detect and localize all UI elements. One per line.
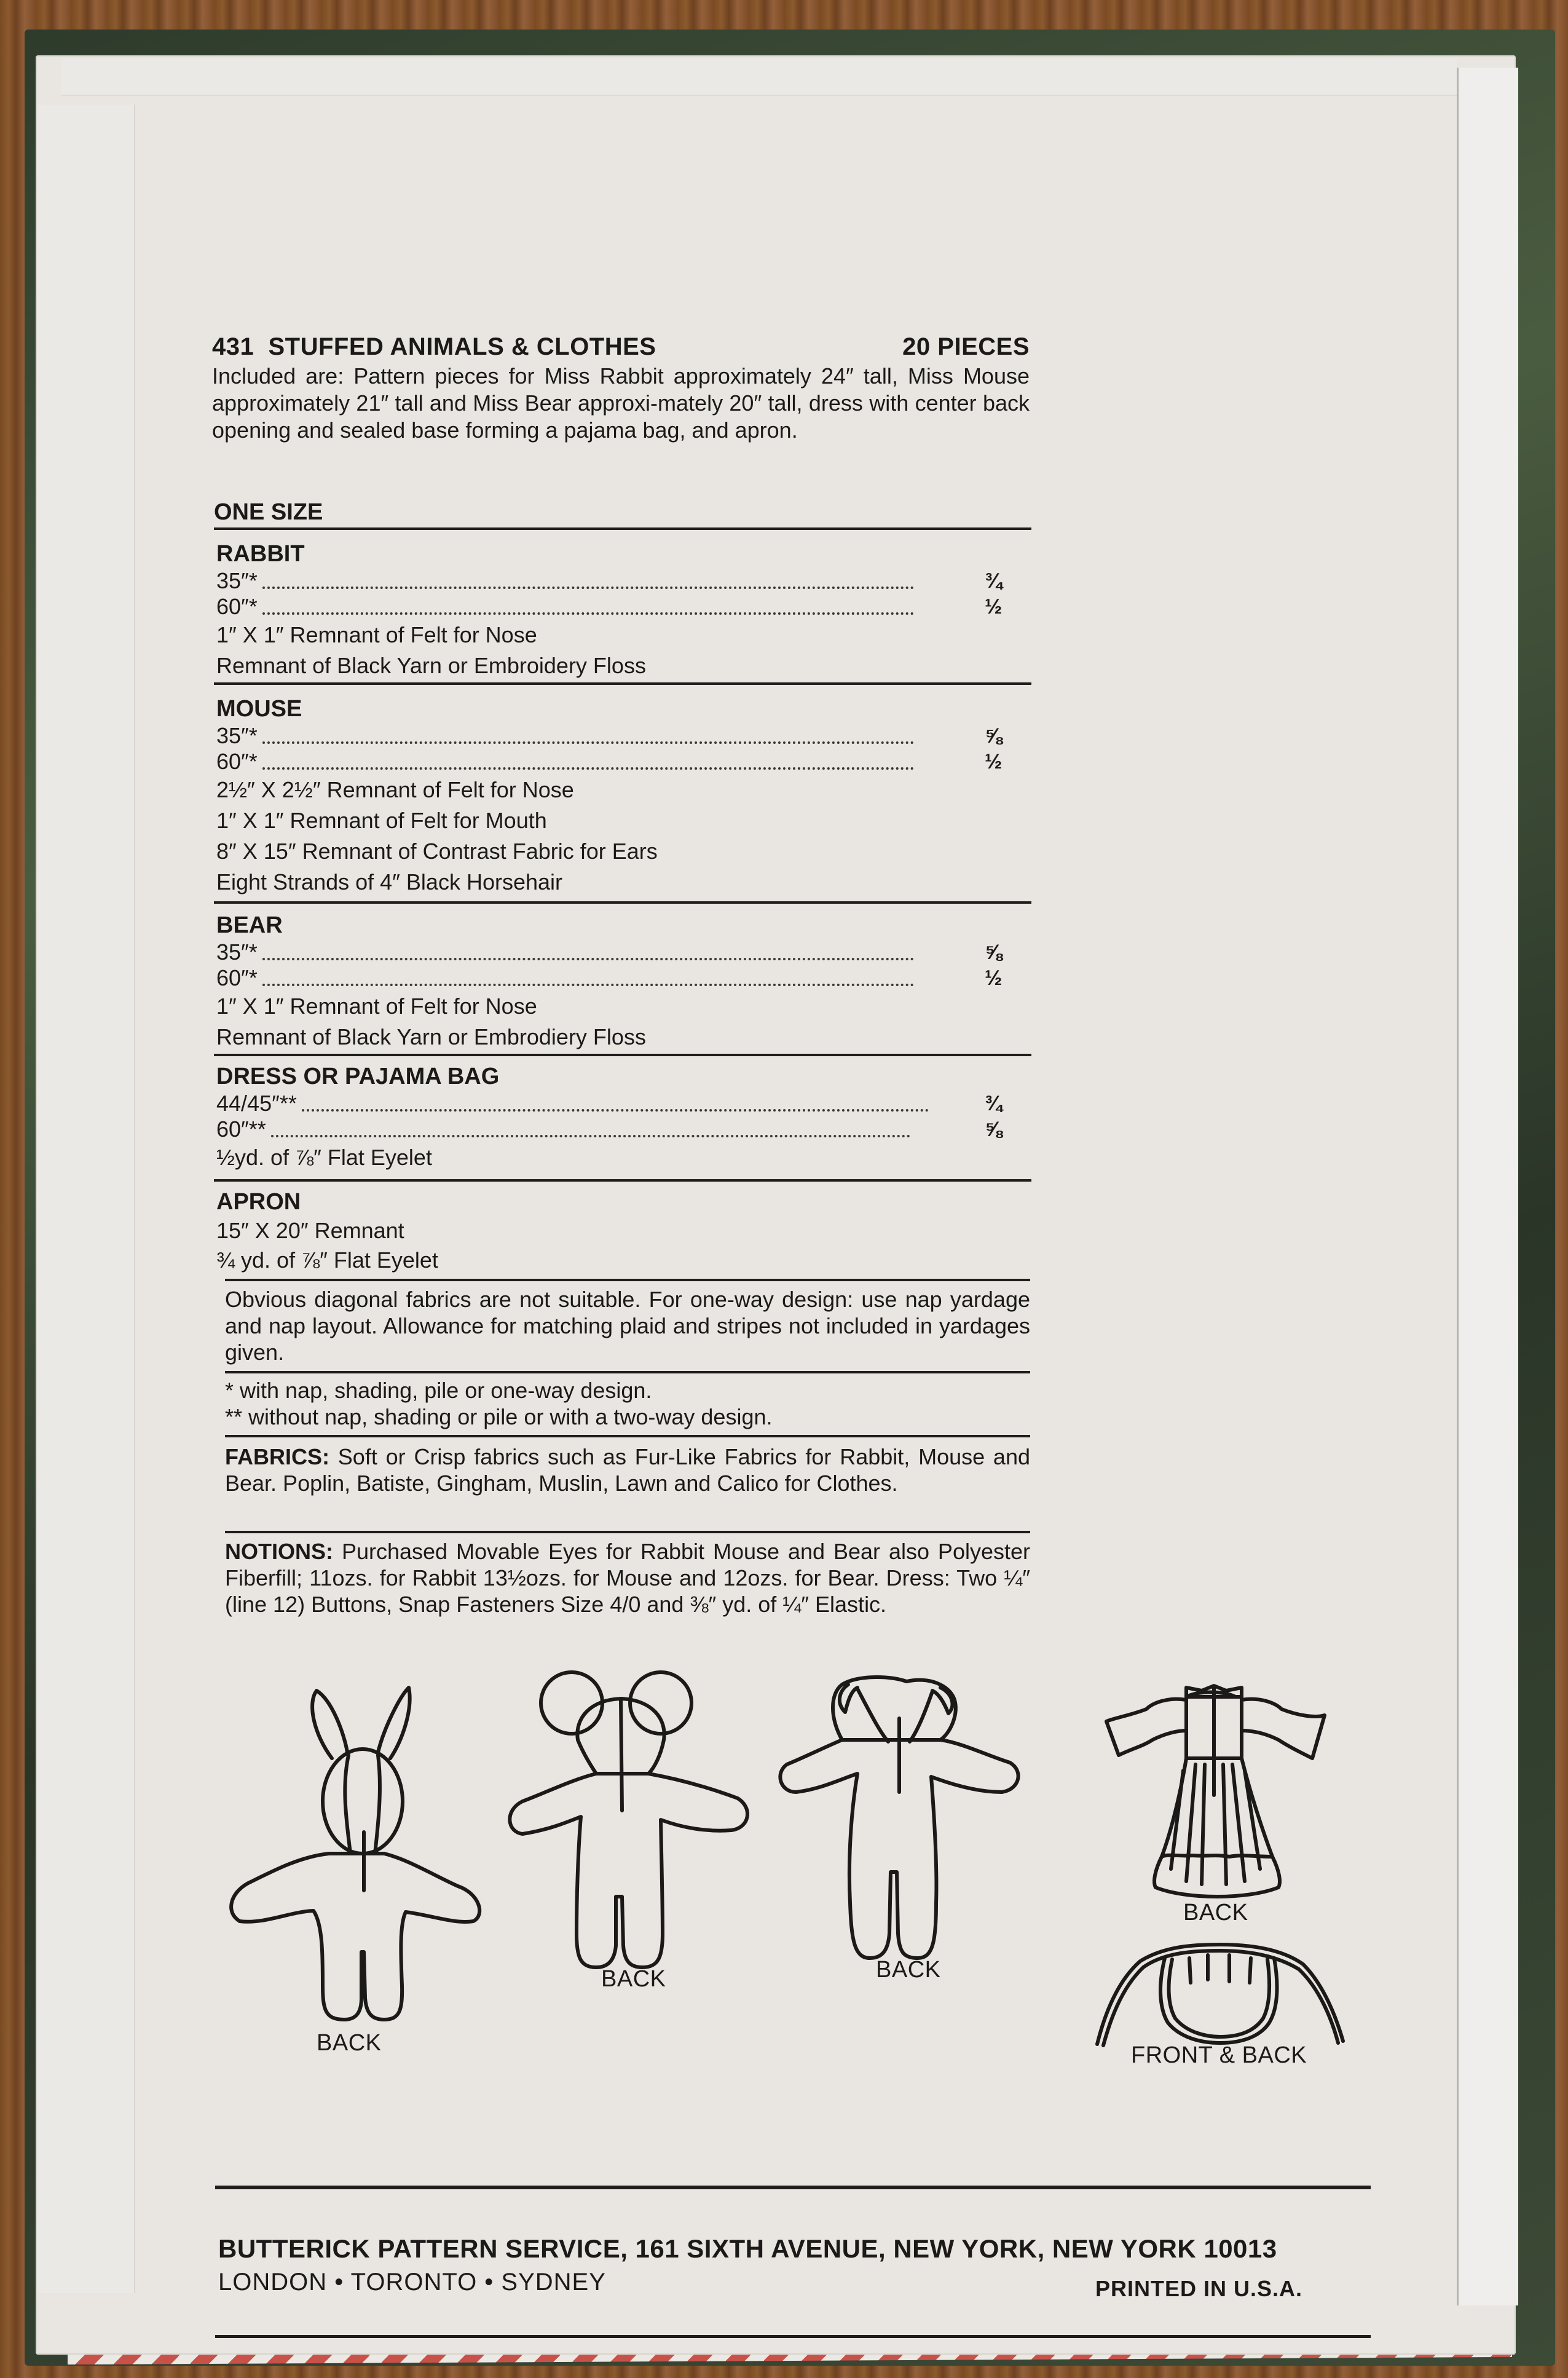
figure-label: BACK xyxy=(317,2030,382,2056)
divider xyxy=(225,1531,1030,1533)
dress-back-illustration xyxy=(1094,1672,1340,1912)
rabbit-back-illustration xyxy=(221,1678,486,2023)
footnotes xyxy=(225,1377,1030,1430)
figure-label: FRONT & BACK xyxy=(1131,2042,1307,2068)
section-title: RABBIT xyxy=(216,541,305,567)
fabric-width: 60″* xyxy=(216,594,258,619)
pattern-name: STUFFED ANIMALS & CLOTHES xyxy=(268,333,656,360)
divider xyxy=(225,1279,1030,1281)
leader-dots xyxy=(262,584,914,589)
fabric-width: 35″* xyxy=(216,939,258,965)
yardage-row xyxy=(216,749,1034,775)
size-heading: ONE SIZE xyxy=(214,499,323,525)
leader-dots xyxy=(262,981,914,986)
divider xyxy=(225,1435,1030,1437)
notion-note: 1″ X 1″ Remnant of Felt for Nose xyxy=(216,622,537,647)
leader-dots xyxy=(262,610,914,615)
notion-note: 2½″ X 2½″ Remnant of Felt for Nose xyxy=(216,777,574,802)
yardage-amount: ⅝ xyxy=(985,941,1003,964)
section-title: BEAR xyxy=(216,912,283,938)
notions-text: Purchased Movable Eyes for Rabbit Mouse and Bear also Polyester Fiberfill; 11ozs. for Rabbit 13½ozs. for Mouse and 12ozs. for Bear. Dress: Two ¼″ (line 12) Buttons, Snap Fasteners Size 4/0 and ⅜″ yd. of ¼″ Elastic. xyxy=(225,1539,1030,1617)
yardage-row xyxy=(216,965,1034,991)
yardage-row xyxy=(216,939,1034,965)
yardage-amount: ¾ xyxy=(985,1092,1003,1115)
notion-note: 1″ X 1″ Remnant of Felt for Mouth xyxy=(216,808,547,833)
yardage-row xyxy=(216,1116,1034,1142)
notions-paragraph xyxy=(225,1538,1030,1618)
section-rabbit xyxy=(216,540,1034,681)
pattern-description: Included are: Pattern pieces for Miss Rabbit approximately 24″ tall, Miss Mouse approximately 21″ tall and Miss Bear approxi-mately 20″ tall, dress with center back opening and sealed base forming a pajama bag, and apron. xyxy=(212,363,1030,443)
section-bear xyxy=(216,911,1034,1053)
yardage-amount: ½ xyxy=(985,750,1003,773)
fabrics-label: FABRICS: xyxy=(225,1444,329,1469)
notion-note: 15″ X 20″ Remnant xyxy=(216,1218,404,1243)
footer-divider-bottom xyxy=(215,2335,1371,2338)
yardage-amount: ½ xyxy=(985,595,1003,618)
yardage-row xyxy=(216,723,1034,749)
apron-illustration xyxy=(1091,1940,1349,2056)
divider xyxy=(214,1054,1031,1056)
fabric-suitability-note: Obvious diagonal fabrics are not suitable. For one-way design: use nap yardage and nap layout. Allowance for matching plaid and stripes not included in yardages given. xyxy=(225,1287,1030,1365)
notion-note: Remnant of Black Yarn or Embroidery Floss xyxy=(216,653,646,678)
footnote-single: * with nap, shading, pile or one-way design. xyxy=(225,1378,652,1403)
fabric-width: 60″** xyxy=(216,1116,266,1142)
fabric-width: 35″* xyxy=(216,723,258,748)
divider xyxy=(225,1371,1030,1373)
figure-label: BACK xyxy=(601,1966,666,1992)
leader-dots xyxy=(262,765,914,770)
footnote-double: ** without nap, shading or pile or with a two-way design. xyxy=(225,1404,773,1429)
fabric-width: 35″* xyxy=(216,568,258,593)
notion-note: Remnant of Black Yarn or Embrodiery Floss xyxy=(216,1024,646,1049)
fabrics-paragraph xyxy=(225,1444,1030,1496)
section-title: MOUSE xyxy=(216,696,302,722)
pattern-number: 431 xyxy=(212,333,254,360)
section-title: APRON xyxy=(216,1189,301,1215)
notion-note: 1″ X 1″ Remnant of Felt for Nose xyxy=(216,993,537,1019)
yardage-amount: ¾ xyxy=(985,569,1003,593)
leader-dots xyxy=(271,1132,910,1137)
pattern-title-row xyxy=(212,333,1030,361)
yardage-row xyxy=(216,1091,1034,1116)
notion-note: 8″ X 15″ Remnant of Contrast Fabric for Ears xyxy=(216,839,658,864)
divider xyxy=(214,901,1031,904)
notion-note: Eight Strands of 4″ Black Horsehair xyxy=(216,869,563,895)
divider xyxy=(214,1179,1031,1182)
yardage-row xyxy=(216,594,1034,620)
publisher-cities: LONDON • TORONTO • SYDNEY xyxy=(218,2269,606,2296)
yardage-amount: ⅝ xyxy=(985,724,1003,748)
notion-note: ½yd. of ⅞″ Flat Eyelet xyxy=(216,1145,432,1170)
section-apron xyxy=(216,1188,1034,1275)
fabric-width: 60″* xyxy=(216,965,258,990)
section-title: DRESS OR PAJAMA BAG xyxy=(216,1064,500,1089)
notions-label: NOTIONS: xyxy=(225,1539,333,1564)
leader-dots xyxy=(262,955,914,960)
leader-dots xyxy=(262,739,914,744)
figure-label: BACK xyxy=(1183,1900,1248,1926)
pattern-pieces: 20 PIECES xyxy=(902,333,1030,360)
pattern-title xyxy=(212,333,656,361)
fabric-width: 60″* xyxy=(216,749,258,774)
section-dress xyxy=(216,1062,1034,1173)
fabric-width: 44/45″** xyxy=(216,1091,297,1116)
bear-back-illustration xyxy=(778,1669,1036,1970)
mouse-back-illustration xyxy=(504,1669,762,1977)
publisher-address: BUTTERICK PATTERN SERVICE, 161 SIXTH AVENUE, NEW YORK, NEW YORK 10013 xyxy=(218,2234,1277,2263)
divider xyxy=(214,682,1031,685)
printed-in: PRINTED IN U.S.A. xyxy=(1095,2276,1303,2301)
notion-note: ¾ yd. of ⅞″ Flat Eyelet xyxy=(216,1247,438,1273)
footer-divider-top xyxy=(215,2186,1371,2189)
section-mouse xyxy=(216,695,1034,898)
leader-dots xyxy=(302,1107,929,1112)
yardage-amount: ½ xyxy=(985,966,1003,990)
yardage-row xyxy=(216,568,1034,594)
yardage-amount: ⅝ xyxy=(985,1118,1003,1141)
divider xyxy=(214,527,1031,530)
fabrics-text: Soft or Crisp fabrics such as Fur-Like Fabrics for Rabbit, Mouse and Bear. Poplin, Batiste, Gingham, Muslin, Lawn and Calico for Clothes. xyxy=(225,1444,1030,1496)
figure-label: BACK xyxy=(876,1957,941,1983)
